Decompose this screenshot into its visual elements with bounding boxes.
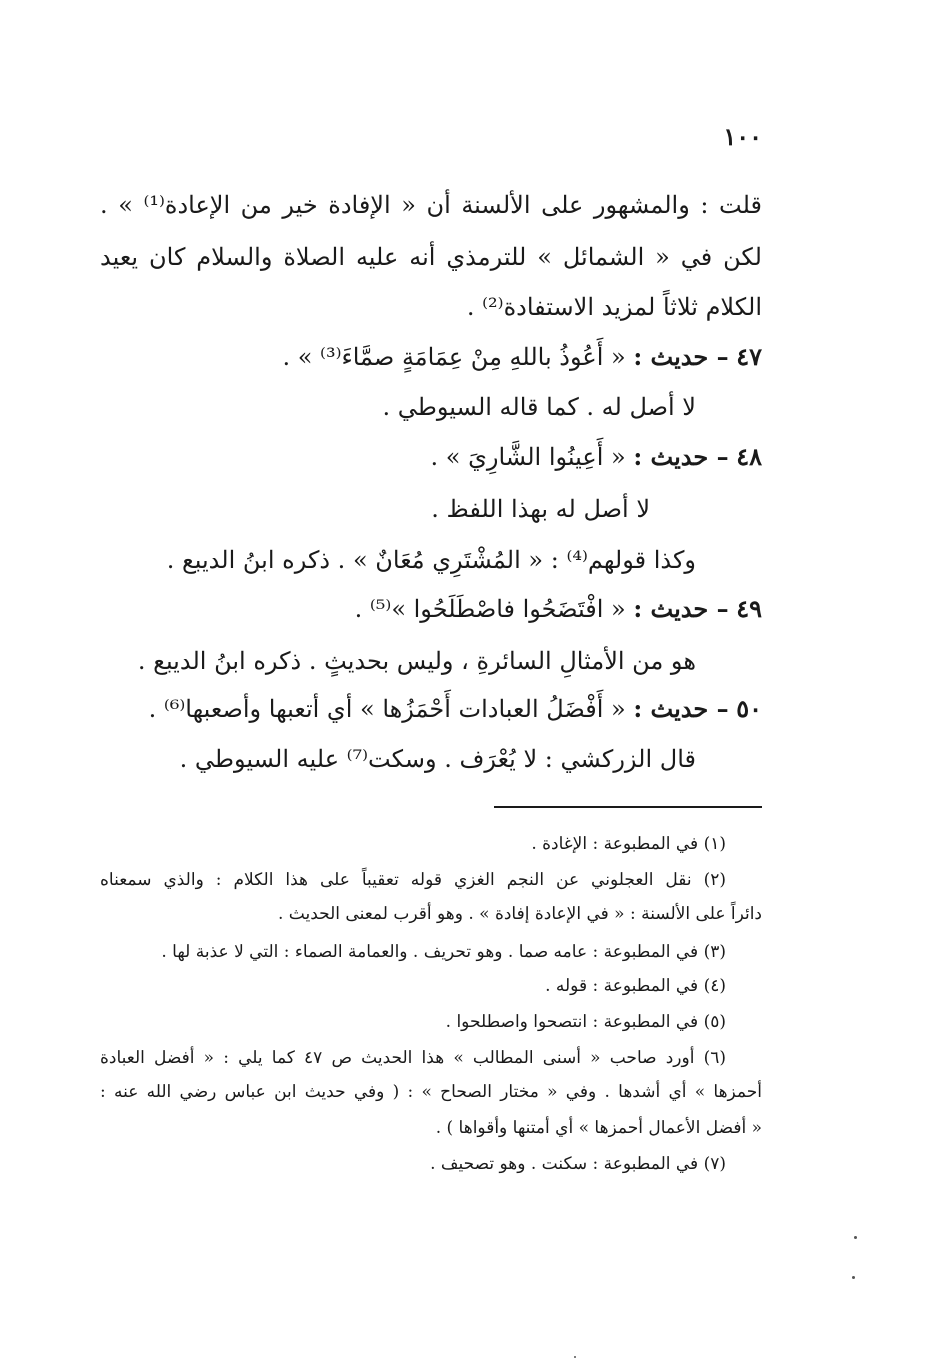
footnote-6-line-2: أحمزها » أي أشدها . وفي « مختار الصحاح » : ( وفي حديث ابن عباس رضي الله عنه :	[100, 1082, 762, 1102]
footnote-3: (٣) في المطبوعة : عامه صما . وهو تحريف . والعمامة الصماء : التي لا عذبة لها .	[161, 942, 726, 962]
hadith-keyword: – حديث :	[633, 694, 729, 723]
hadith-50	[149, 692, 762, 726]
footnote-5: (٥) في المطبوعة : انتصحوا واصطلحوا .	[445, 1012, 726, 1032]
body-line-12: قال الزركشي : لا يُعْرَف . وسكت⁽⁷⁾ عليه السيوطي .	[179, 745, 696, 773]
footnote-6-line-3: « أفضل الأعمال أحمزها » أي أمتنها وأقواها ) .	[435, 1118, 762, 1138]
hadith-keyword: – حديث :	[633, 442, 729, 471]
hadith-47	[282, 340, 762, 374]
hadith-number: ٤٧	[736, 342, 762, 371]
hadith-text: « أَعُوذُ باللهِ مِنْ عِمَامَةٍ صمَّاءَ⁽³⁾ » .	[282, 343, 626, 371]
footnote-2-line-1: (٢) نقل العجلوني عن النجم الغزي قوله تعقيباً على هذا الكلام : والذي سمعناه	[100, 870, 726, 890]
scan-speck	[574, 1356, 576, 1358]
footnote-4: (٤) في المطبوعة : قوله .	[545, 976, 726, 996]
body-line-2: لكن في « الشمائل » للترمذي أنه عليه الصلاة والسلام كان يعيد	[100, 243, 762, 271]
body-line-3: الكلام ثلاثاً لمزيد الاستفادة⁽²⁾ .	[466, 293, 762, 321]
scan-speck	[854, 1236, 857, 1239]
body-line-1: قلت : والمشهور على الألسنة أن « الإفادة خير من الإعادة⁽¹⁾ » .	[100, 191, 762, 219]
hadith-49	[355, 592, 762, 626]
footnote-7: (٧) في المطبوعة : سكنت . وهو تصحيف .	[430, 1154, 726, 1174]
body-line-8: وكذا قولهم⁽⁴⁾ : « المُشْتَرِي مُعَانٌ » . ذكره ابنُ الديبع .	[166, 546, 696, 574]
body-line-10: هو من الأمثالِ السائرةِ ، وليس بحديثٍ . ذكره ابنُ الديبع .	[137, 647, 696, 675]
hadith-number: ٥٠	[736, 694, 762, 723]
hadith-text: « افْتَضَحُوا فاصْطَلَحُوا »⁽⁵⁾ .	[354, 595, 626, 623]
scan-speck	[852, 1276, 855, 1279]
hadith-text: « أَفْضَلُ العبادات أَحْمَزُها » أي أتعبها وأصعبها⁽⁶⁾ .	[148, 695, 626, 723]
hadith-text: « أَعِينُوا الشَّارِيَ » .	[430, 443, 626, 471]
hadith-48	[431, 440, 762, 474]
hadith-number: ٤٩	[736, 594, 762, 623]
footnote-1: (١) في المطبوعة : الإغادة .	[531, 834, 726, 854]
footnote-2-line-2: دائراً على الألسنة : « في الإعادة إفادة » . وهو أقرب لمعنى الحديث .	[277, 904, 762, 924]
hadith-keyword: – حديث :	[633, 594, 729, 623]
footnote-separator	[494, 806, 762, 808]
footnote-6-line-1: (٦) أورد صاحب « أسنى المطالب » هذا الحديث ص ٤٧ كما يلي : « أفضل العبادة	[100, 1048, 726, 1068]
body-line-5: لا أصل له . كما قاله السيوطي .	[382, 393, 696, 421]
body-line-7: لا أصل له بهذا اللفظ .	[431, 495, 650, 523]
hadith-keyword: – حديث :	[633, 342, 729, 371]
page-number: ١٠٠	[723, 122, 762, 151]
hadith-number: ٤٨	[736, 442, 762, 471]
